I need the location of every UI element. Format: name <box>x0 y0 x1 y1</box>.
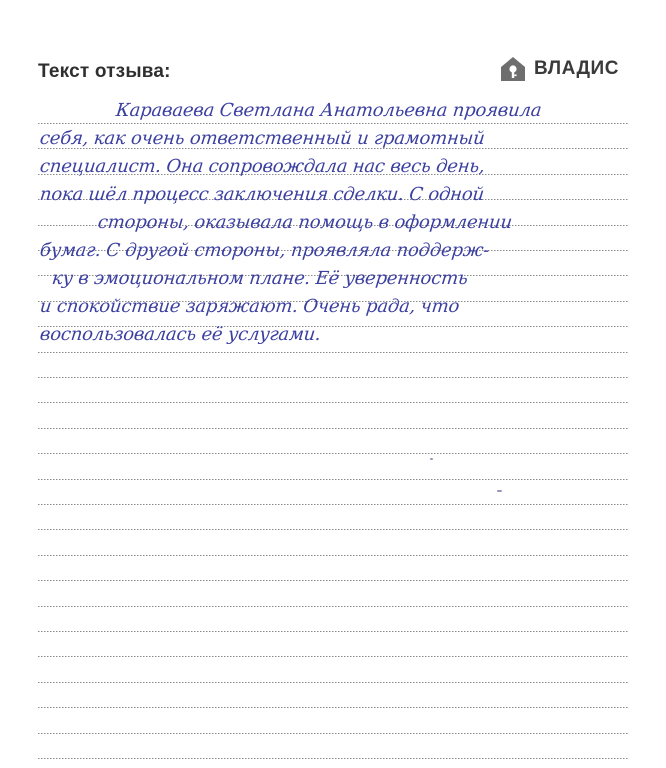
brand-name: ВЛАДИС <box>534 58 619 79</box>
review-line: стороны, оказывала помощь в оформлении <box>96 212 514 233</box>
review-line: специалист. Она сопровождала нас весь день, <box>38 156 486 177</box>
review-line: ку в эмоциональном плане. Её уверенность <box>50 268 469 289</box>
page-title: Текст отзыва: <box>38 61 171 82</box>
review-line: пока шёл процесс заключения сделки. С одной <box>38 184 486 205</box>
review-line: себя, как очень ответственный и грамотный <box>38 128 486 149</box>
review-line: и спокойствие заряжают. Очень рада, что <box>38 296 461 317</box>
review-line: Караваева Светлана Анатольевна проявила <box>114 100 543 121</box>
review-line: бумаг. С другой стороны, проявляла поддерж- <box>38 240 491 261</box>
ink-smudge <box>497 490 502 492</box>
review-line: воспользовалась её услугами. <box>38 324 322 345</box>
ink-smudge <box>430 458 433 460</box>
